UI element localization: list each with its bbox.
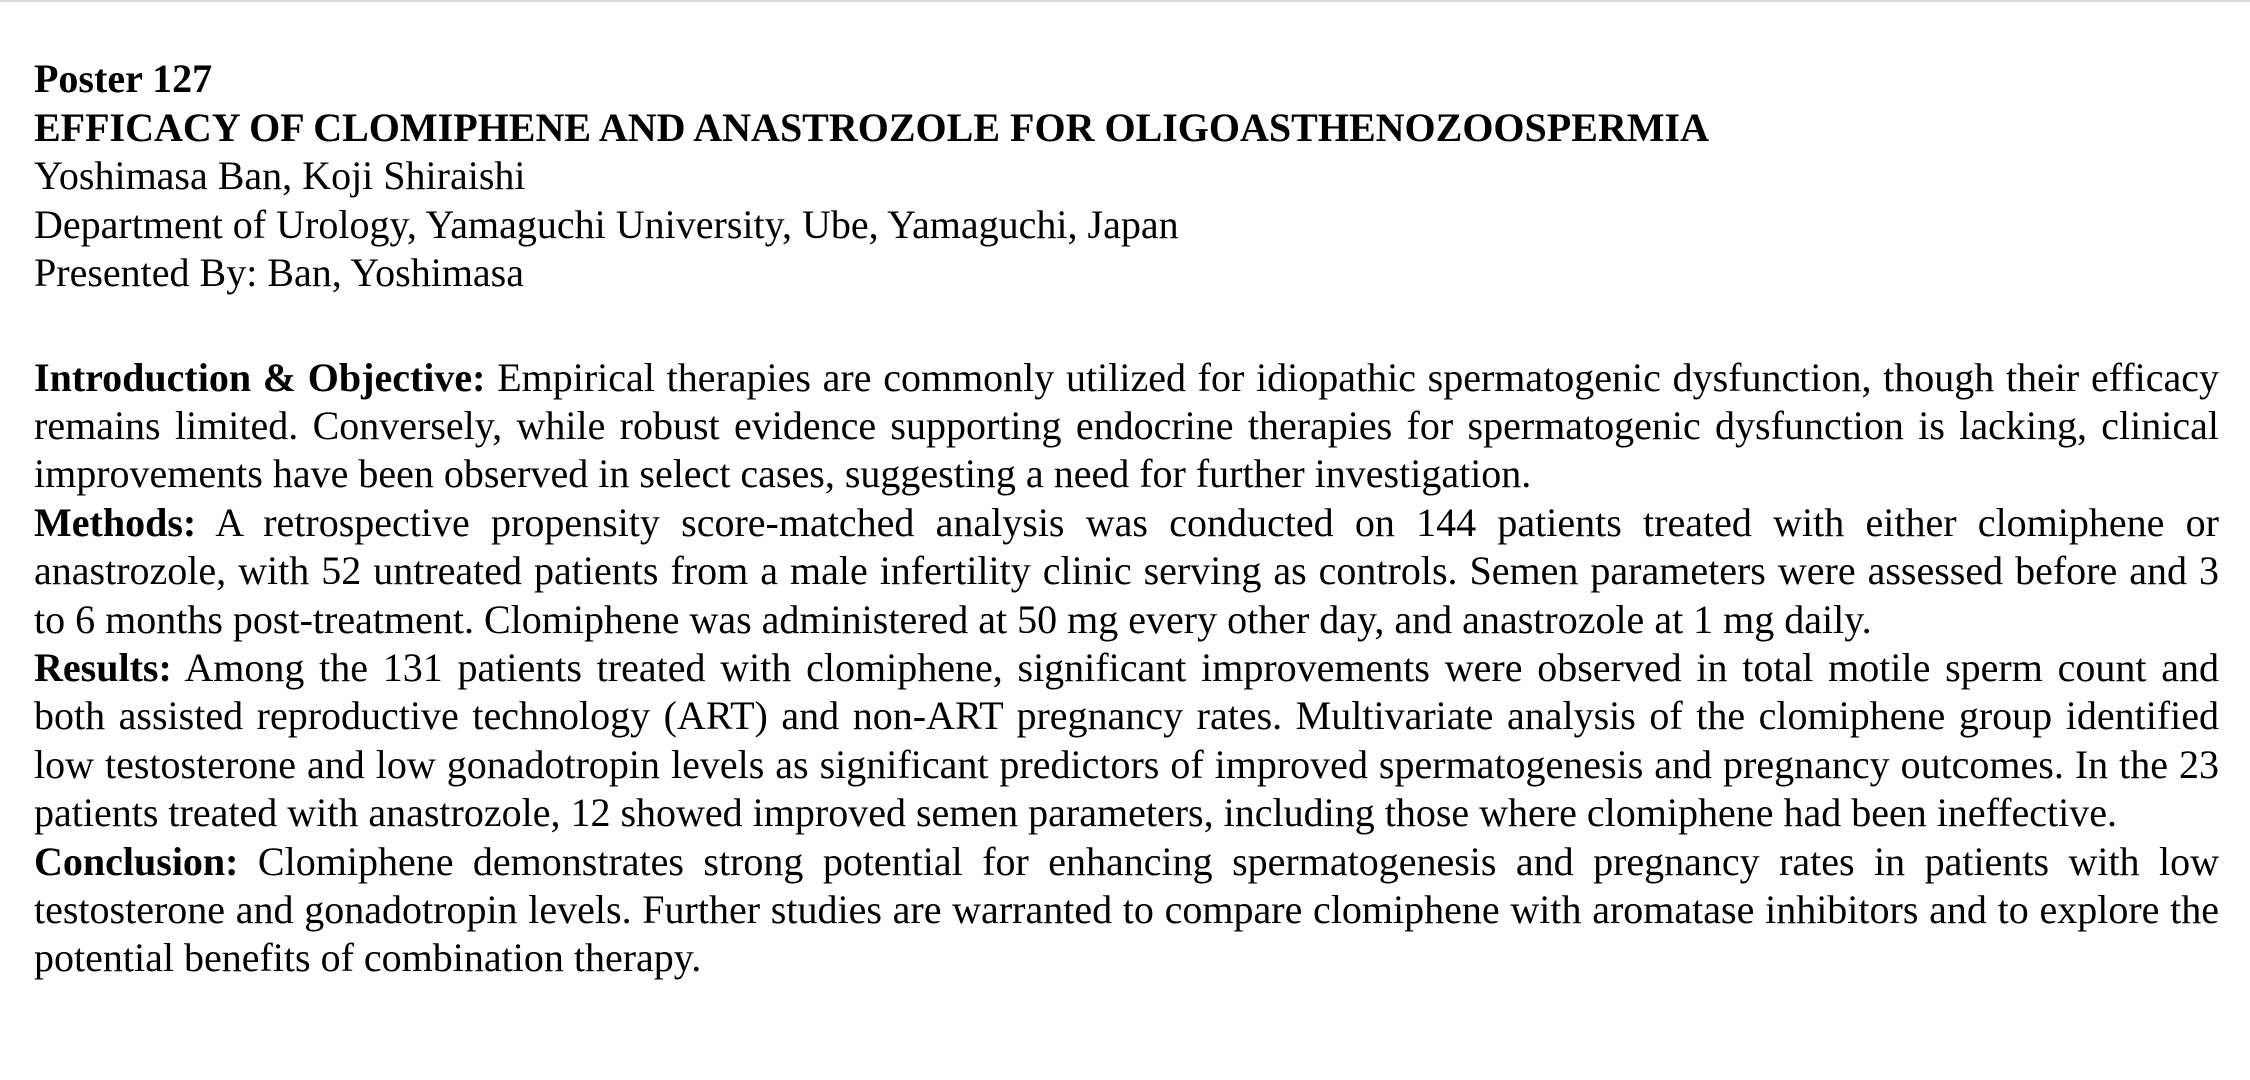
section-conclusion — [34, 838, 2219, 983]
section-label: Introduction & Objective: — [34, 354, 486, 400]
poster-number: Poster 127 — [34, 56, 213, 101]
section-introduction — [34, 354, 2219, 499]
abstract-title: EFFICACY OF CLOMIPHENE AND ANASTROZOLE FOR OLIGOASTHENOZOOSPERMIA — [34, 104, 1709, 150]
section-label: Results: — [34, 644, 172, 690]
section-methods — [34, 499, 2219, 644]
presenter-line: Presented By: Ban, Yoshimasa — [34, 250, 524, 295]
section-results — [34, 644, 2219, 838]
header-spacer — [34, 298, 2219, 354]
section-text: Clomiphene demonstrates strong potential for enhancing spermatogenesis and pregnancy rates in patients with low testosterone and gonadotropin levels. Further studies are warranted to compare clomiphene with aromatase inhibitors and to explore the potential benefits of combination therapy. — [34, 838, 2219, 981]
section-label: Methods: — [34, 499, 197, 545]
section-text: Empirical therapies are commonly utilized for idiopathic spermatogenic dysfunction, though their efficacy remains limited. Conversely, while robust evidence supporting endocrine therapies for spermatogenic dysfunction is lacking, clinical improvements have been observed in select cases, suggesting a need for further investigation. — [34, 354, 2219, 497]
section-label: Conclusion: — [34, 838, 239, 884]
author-list: Yoshimasa Ban, Koji Shiraishi — [34, 153, 526, 198]
abstract-document — [34, 55, 2219, 983]
section-text: Among the 131 patients treated with clomiphene, significant improvements were observed in total motile sperm count and both assisted reproductive technology (ART) and non-ART pregnancy rates. Multivariate analysis of the clomiphene group identified low testosterone and low gonadotropin levels as significant predictors of improved spermatogenesis and pregnancy outcomes. In the 23 patients treated with anastrozole, 12 showed improved semen parameters, including those where clomiphene had been ineffective. — [34, 644, 2219, 836]
top-divider — [0, 0, 2250, 2]
affiliation: Department of Urology, Yamaguchi University, Ube, Yamaguchi, Japan — [34, 201, 1179, 247]
section-text: A retrospective propensity score-matched analysis was conducted on 144 patients treated with either clomiphene or anastrozole, with 52 untreated patients from a male infertility clinic serving as controls. Semen parameters were assessed before and 3 to 6 months post-treatment. Clomiphene was administered at 50 mg every other day, and anastrozole at 1 mg daily. — [34, 499, 2219, 642]
